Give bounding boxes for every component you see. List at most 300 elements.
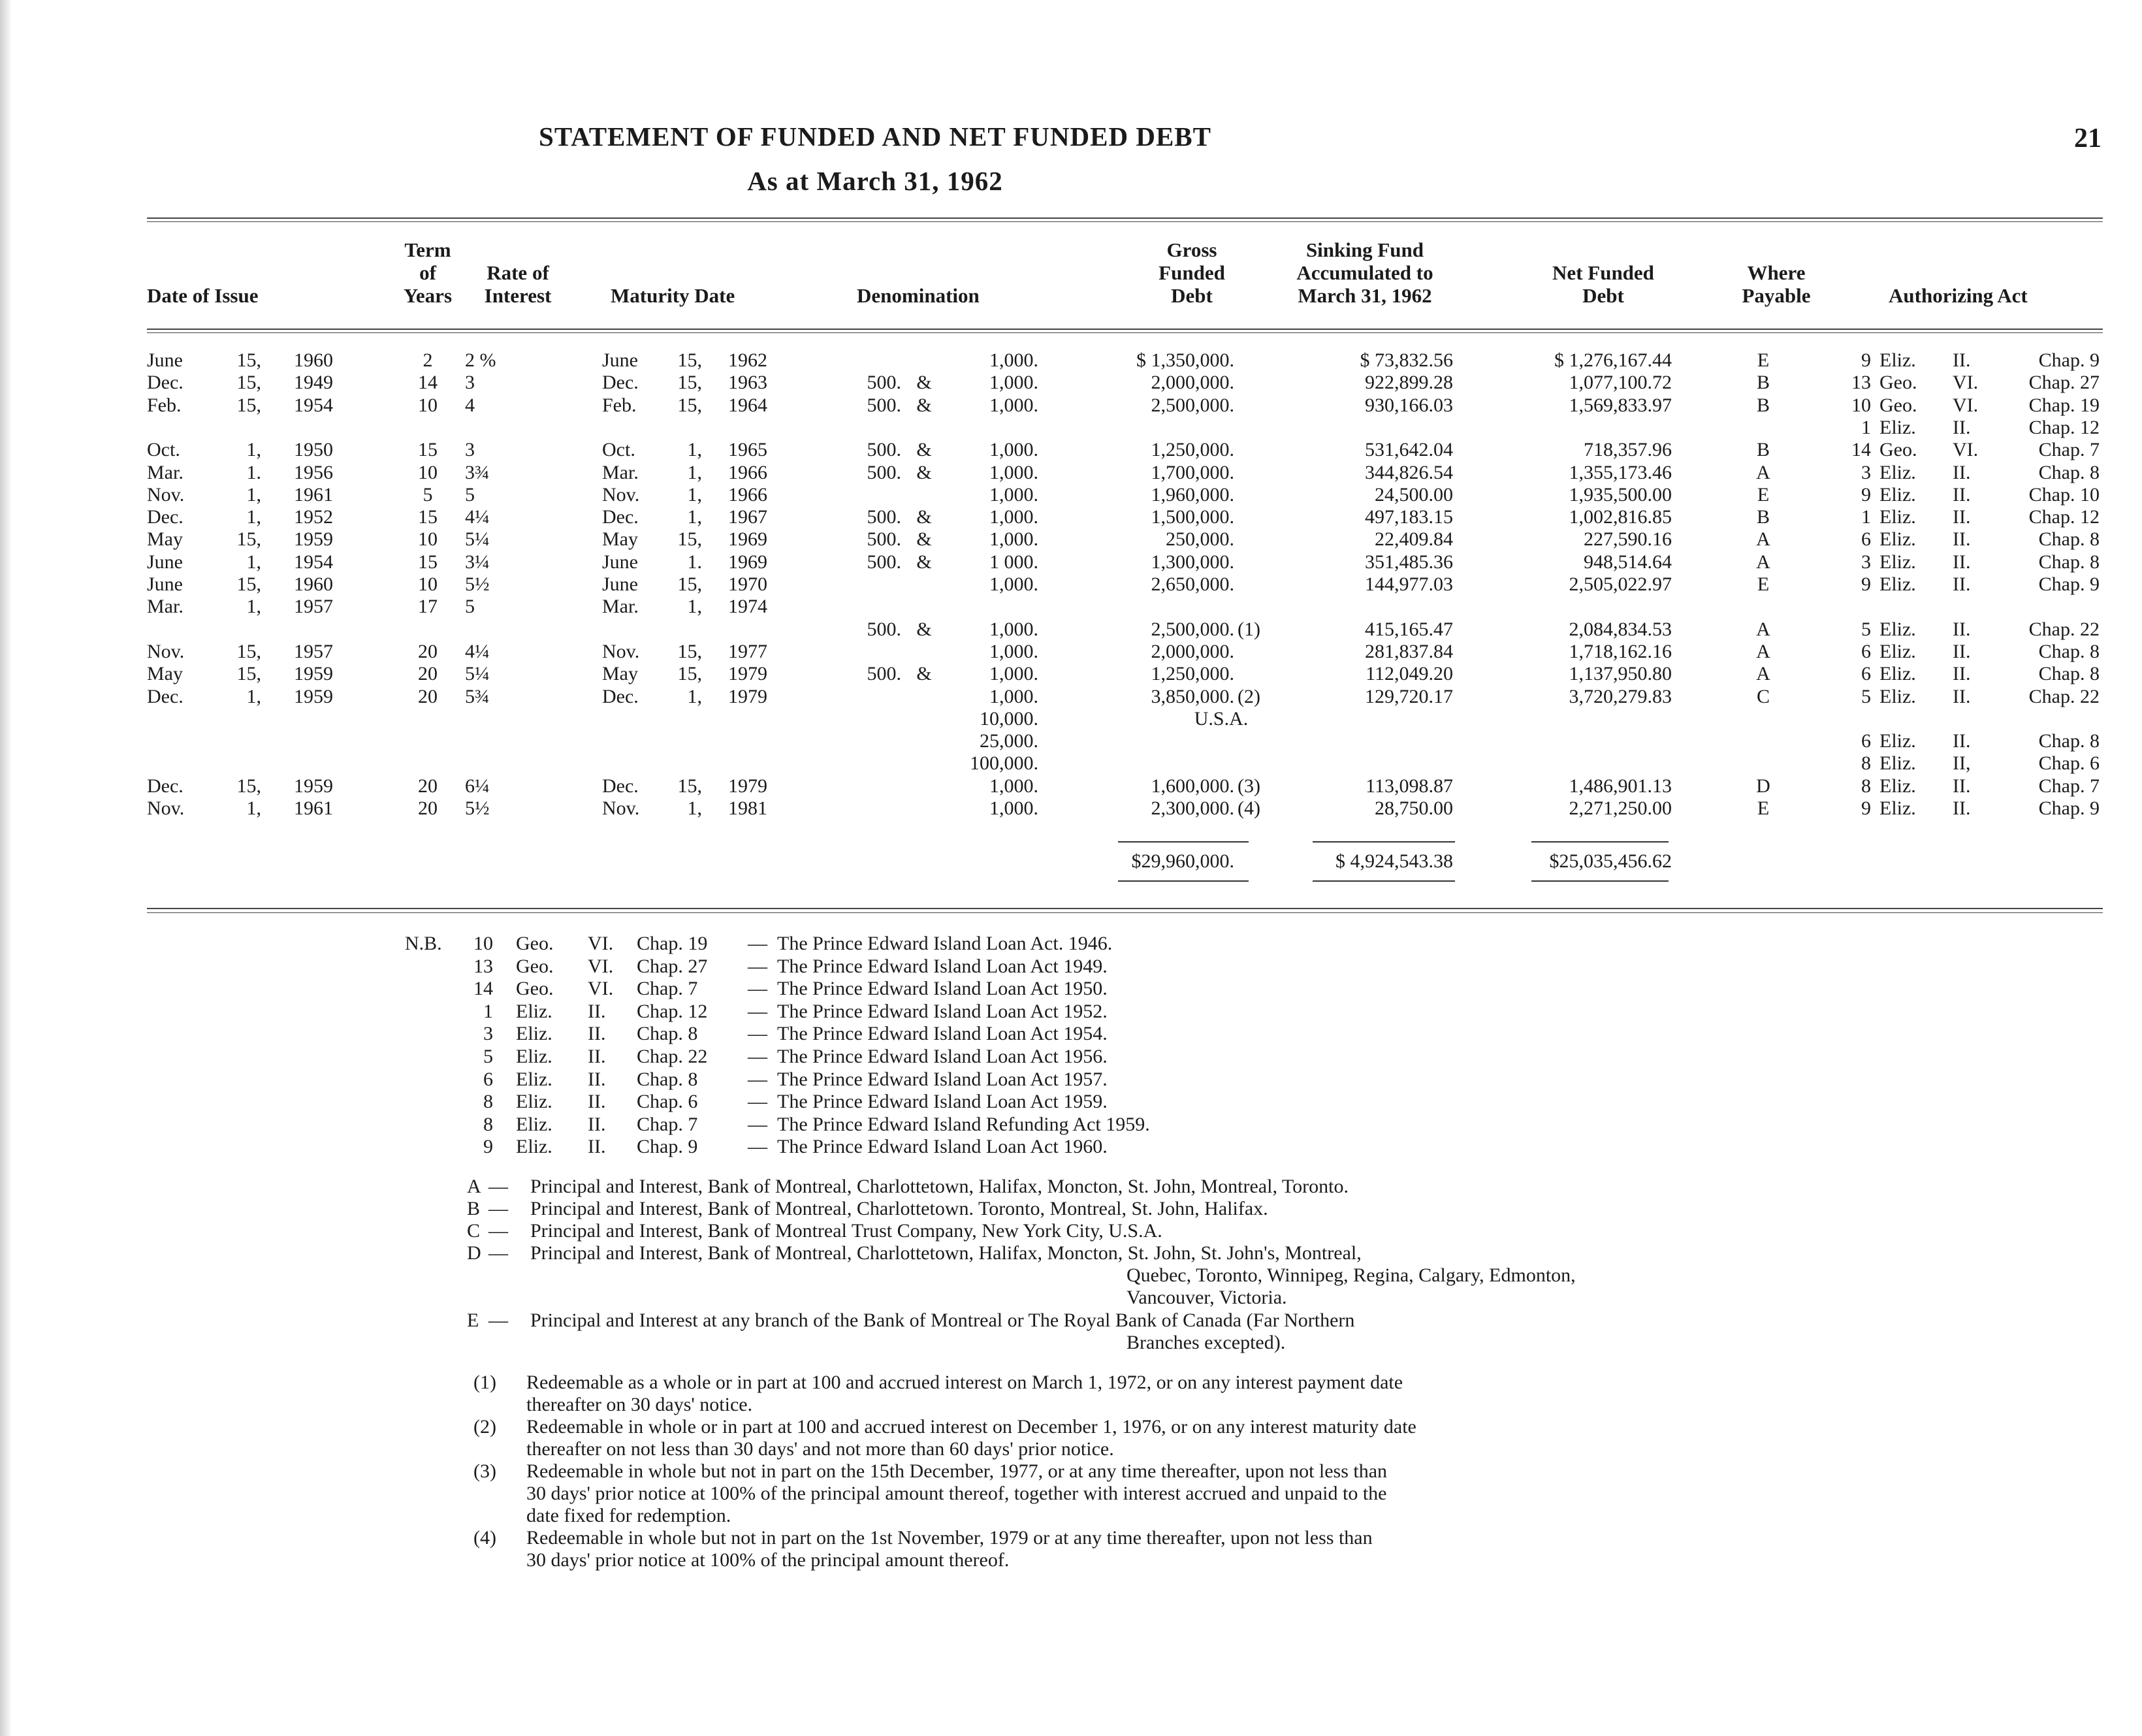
issue-day: 1, <box>246 596 261 618</box>
issue-year: 1959 <box>294 775 333 797</box>
denom-ampersand: & <box>916 506 932 528</box>
gross-note-usa: U.S.A. <box>1194 707 1249 730</box>
net-debt: 2,505,022.97 <box>1569 573 1672 595</box>
issue-year: 1959 <box>294 528 333 551</box>
interest-rate: 5¾ <box>465 685 490 707</box>
issue-day: 15, <box>236 573 261 595</box>
issue-day: 15, <box>236 349 261 371</box>
nb-act-part: The Prince Edward Island Loan Act 1950. <box>777 978 1108 1000</box>
denom-small: 500. <box>867 394 901 416</box>
authorizing-act-part: Eliz. <box>1879 663 1916 685</box>
authorizing-act-part: Eliz. <box>1879 775 1916 797</box>
authorizing-act-part: Chap. 19 <box>2028 394 2100 416</box>
sinking-fund: 344,826.54 <box>1365 461 1453 483</box>
sinking-fund: 112,049.20 <box>1366 663 1453 685</box>
maturity-month: Nov. <box>602 797 640 819</box>
gross-debt: 2,500,000. <box>1151 394 1234 416</box>
authorizing-act-part: Chap. 22 <box>2028 618 2100 640</box>
authorizing-act-part: Geo. <box>1879 372 1917 394</box>
authorizing-act-part: Eliz. <box>1879 730 1916 752</box>
nb-act-part: 13 <box>473 955 493 977</box>
sinking-fund: 113,098.87 <box>1366 775 1453 797</box>
issue-month: Nov. <box>147 483 185 506</box>
table-row <box>0 663 2142 685</box>
authorizing-act-part: 6 <box>1861 663 1871 685</box>
legend-key: B <box>467 1198 481 1219</box>
legend-text: Principal and Interest, Bank of Montreal, Charlottetown, Halifax, Moncton, St. John, St. John's, Montreal, <box>530 1242 1362 1264</box>
nb-act-part: 8 <box>483 1091 493 1113</box>
denom-large: 1,000. <box>989 663 1038 685</box>
authorizing-act-part: Chap. 8 <box>2038 640 2100 662</box>
bottom-rule-2 <box>147 912 2103 913</box>
nb-act-part: 1 <box>483 1000 493 1022</box>
interest-rate: 6¼ <box>465 775 490 797</box>
authorizing-act-part: 5 <box>1861 685 1871 707</box>
authorizing-act-part: Eliz. <box>1879 573 1916 595</box>
maturity-year: 1979 <box>728 685 767 707</box>
authorizing-act-part: II. <box>1953 349 1971 371</box>
maturity-day: 1, <box>687 596 702 618</box>
table-row <box>0 349 2142 372</box>
denom-large: 1,000. <box>989 394 1038 416</box>
table-row <box>0 596 2142 618</box>
where-payable: A <box>1756 640 1770 662</box>
issue-day: 15, <box>236 663 261 685</box>
nb-act-part: Chap. 12 <box>637 1000 708 1022</box>
authorizing-act-part: II. <box>1953 730 1971 752</box>
legend-key: E <box>467 1310 479 1331</box>
maturity-year: 1979 <box>728 775 767 797</box>
net-debt: $ 1,276,167.44 <box>1554 349 1672 371</box>
term-years: 20 <box>418 640 438 662</box>
totals-rule-sink <box>1313 841 1455 843</box>
issue-month: Dec. <box>147 506 184 528</box>
nb-act-part: Eliz. <box>516 1000 552 1022</box>
term-years: 10 <box>418 394 438 416</box>
maturity-month: May <box>602 528 638 551</box>
footnote-text: thereafter on not less than 30 days' and not more than 60 days' prior notice. <box>526 1438 1114 1460</box>
authorizing-act-part: Chap. 6 <box>2038 752 2100 775</box>
table-row <box>0 797 2142 820</box>
authorizing-act-part: Chap. 8 <box>2038 551 2100 573</box>
maturity-month: May <box>602 663 638 685</box>
gross-debt: 1,250,000. <box>1151 663 1234 685</box>
term-years: 20 <box>418 775 438 797</box>
denom-large: 100,000. <box>970 752 1038 775</box>
term-years: 17 <box>418 596 438 618</box>
page-subtitle: As at March 31, 1962 <box>747 166 1003 196</box>
nb-act-part: VI. <box>588 933 614 954</box>
authorizing-act-part: 3 <box>1861 461 1871 483</box>
sinking-fund: 281,837.84 <box>1365 640 1453 662</box>
denom-large: 1,000. <box>989 640 1038 662</box>
authorizing-act-part: II. <box>1953 797 1971 819</box>
denom-large: 1,000. <box>989 573 1038 595</box>
denom-large: 1 000. <box>989 551 1038 573</box>
issue-month: Mar. <box>147 596 184 618</box>
authorizing-act-part: Eliz. <box>1879 640 1916 662</box>
authorizing-act-part: Chap. 9 <box>2038 349 2100 371</box>
nb-act-part: — <box>748 1046 767 1067</box>
legend-dash: — <box>488 1242 508 1264</box>
interest-rate: 3¼ <box>465 551 490 573</box>
interest-rate: 5½ <box>465 573 490 595</box>
authorizing-act-part: 6 <box>1861 730 1871 752</box>
issue-month: Nov. <box>147 640 185 662</box>
nb-act-part: Chap. 7 <box>637 1113 698 1135</box>
authorizing-act-part: 1 <box>1861 506 1871 528</box>
footnote-marker: (1) <box>473 1372 496 1393</box>
where-payable: A <box>1756 618 1770 640</box>
denom-large: 1,000. <box>989 528 1038 551</box>
where-payable: B <box>1756 506 1770 528</box>
nb-act-part: The Prince Edward Island Loan Act 1959. <box>777 1091 1108 1113</box>
sinking-fund: 144,977.03 <box>1365 573 1453 595</box>
term-years: 15 <box>418 551 438 573</box>
page-binding-shadow <box>0 0 12 1736</box>
maturity-month: Nov. <box>602 483 640 506</box>
authorizing-act-part: II. <box>1953 483 1971 506</box>
denom-ampersand: & <box>916 461 932 483</box>
footnote-marker: (2) <box>473 1416 496 1438</box>
table-row <box>0 573 2142 596</box>
maturity-year: 1965 <box>728 439 767 461</box>
where-payable: A <box>1756 551 1770 573</box>
maturity-month: Oct. <box>602 439 635 461</box>
nb-act-part: The Prince Edward Island Loan Act 1960. <box>777 1136 1108 1158</box>
nb-act-part: 8 <box>483 1113 493 1135</box>
gross-debt: 1,700,000. <box>1151 461 1234 483</box>
gross-debt: 2,650,000. <box>1151 573 1234 595</box>
nb-act-part: — <box>748 1023 767 1045</box>
nb-act-part: — <box>748 955 767 977</box>
footnote-text: 30 days' prior notice at 100% of the principal amount thereof. <box>526 1549 1010 1571</box>
legend-text-continued: Branches excepted). <box>1127 1332 1286 1353</box>
denom-ampersand: & <box>916 528 932 551</box>
term-years: 20 <box>418 663 438 685</box>
totals-rule-gross <box>1118 841 1249 843</box>
gross-debt: 2,300,000. <box>1151 797 1234 819</box>
nb-act-part: — <box>748 1136 767 1158</box>
authorizing-act-part: VI. <box>1953 439 1979 461</box>
footnote-text: thereafter on 30 days' notice. <box>526 1394 753 1415</box>
sinking-fund: 930,166.03 <box>1365 394 1453 416</box>
authorizing-act-part: II, <box>1953 752 1971 775</box>
interest-rate: 2 % <box>465 349 496 371</box>
maturity-day: 15, <box>677 372 702 394</box>
maturity-day: 15, <box>677 775 702 797</box>
where-payable: E <box>1757 797 1770 819</box>
nb-act-part: II. <box>588 1023 606 1045</box>
header-rate: Rate of Interest <box>484 261 552 307</box>
where-payable: A <box>1756 461 1770 483</box>
maturity-year: 1969 <box>728 528 767 551</box>
net-debt: 2,084,834.53 <box>1569 618 1672 640</box>
nb-act-part: Chap. 19 <box>637 933 708 954</box>
authorizing-act-part: Eliz. <box>1879 349 1916 371</box>
authorizing-act-part: II. <box>1953 506 1971 528</box>
issue-month: Mar. <box>147 461 184 483</box>
authorizing-act-part: Chap. 7 <box>2038 775 2100 797</box>
denom-large: 1,000. <box>989 461 1038 483</box>
maturity-day: 1, <box>687 439 702 461</box>
table-row <box>0 686 2142 708</box>
total-net: $25,035,456.62 <box>1549 850 1672 872</box>
total-sinking-fund: $ 4,924,543.38 <box>1335 850 1453 872</box>
authorizing-act-part: 13 <box>1851 372 1871 394</box>
authorizing-act-part: 8 <box>1861 775 1871 797</box>
gross-debt: $ 1,350,000. <box>1136 349 1234 371</box>
authorizing-act-part: Chap. 8 <box>2038 663 2100 685</box>
footnote-text: Redeemable in whole but not in part on the 15th December, 1977, or at any time thereafter, upon not less than <box>526 1460 1388 1482</box>
nb-act-part: II. <box>588 1046 606 1067</box>
nb-act-part: 3 <box>483 1023 493 1045</box>
totals-underline-gross <box>1118 880 1249 882</box>
nb-act-part: Chap. 6 <box>637 1091 698 1113</box>
authorizing-act-part: II. <box>1953 461 1971 483</box>
authorizing-act-part: Chap. 27 <box>2028 372 2100 394</box>
issue-month: Feb. <box>147 394 182 416</box>
legend-dash: — <box>488 1198 508 1219</box>
sinking-fund: 129,720.17 <box>1365 685 1453 707</box>
header-term: Term of Years <box>403 238 453 307</box>
nb-act-part: Geo. <box>516 933 554 954</box>
maturity-day: 15, <box>677 349 702 371</box>
nb-act-part: Chap. 8 <box>637 1023 698 1045</box>
authorizing-act-part: II. <box>1953 775 1971 797</box>
authorizing-act-part: Chap. 12 <box>2028 416 2100 438</box>
denom-ampersand: & <box>916 618 932 640</box>
nb-act-part: 10 <box>473 933 493 954</box>
footnote-text: 30 days' prior notice at 100% of the principal amount thereof, together with interest accrued and unpaid to the <box>526 1483 1387 1504</box>
gross-debt: 2,500,000. <box>1151 618 1234 640</box>
authorizing-act-part: Eliz. <box>1879 483 1916 506</box>
footnote-text: Redeemable in whole or in part at 100 and accrued interest on December 1, 1976, or on any interest maturity date <box>526 1416 1416 1438</box>
authorizing-act-part: Chap. 22 <box>2028 685 2100 707</box>
authorizing-act-part: II. <box>1953 573 1971 595</box>
issue-day: 1, <box>246 483 261 506</box>
header-date-of-issue: Date of Issue <box>147 284 259 307</box>
issue-month: June <box>147 551 183 573</box>
maturity-day: 15, <box>677 528 702 551</box>
authorizing-act-part: Chap. 9 <box>2038 573 2100 595</box>
issue-day: 1, <box>246 797 261 819</box>
maturity-year: 1963 <box>728 372 767 394</box>
authorizing-act-part: 1 <box>1861 416 1871 438</box>
gross-note-ref: (1) <box>1238 618 1260 640</box>
nb-act-part: — <box>748 978 767 1000</box>
maturity-day: 15, <box>677 573 702 595</box>
issue-day: 15, <box>236 372 261 394</box>
sinking-fund: 28,750.00 <box>1375 797 1453 819</box>
legend-key: A <box>467 1176 481 1197</box>
table-row <box>0 528 2142 551</box>
nb-label: N.B. <box>405 933 442 954</box>
authorizing-act-part: 6 <box>1861 640 1871 662</box>
header-where: Where Payable <box>1742 261 1811 307</box>
authorizing-act-part: Geo. <box>1879 394 1917 416</box>
maturity-year: 1962 <box>728 349 767 371</box>
issue-year: 1961 <box>294 797 333 819</box>
nb-act-part: 9 <box>483 1136 493 1158</box>
interest-rate: 5 <box>465 596 475 618</box>
gross-debt: 1,600,000. <box>1151 775 1234 797</box>
nb-act-part: Eliz. <box>516 1068 552 1090</box>
nb-act-part: Chap. 8 <box>637 1068 698 1090</box>
footnote-text: date fixed for redemption. <box>526 1505 731 1526</box>
table-row <box>0 619 2142 641</box>
term-years: 10 <box>418 528 438 551</box>
where-payable: E <box>1757 573 1770 595</box>
gross-note-ref: (2) <box>1238 685 1260 707</box>
term-years: 15 <box>418 506 438 528</box>
nb-act-part: The Prince Edward Island Loan Act 1952. <box>777 1000 1108 1022</box>
net-debt: 1,002,816.85 <box>1569 506 1672 528</box>
header-denomination: Denomination <box>857 284 980 307</box>
maturity-month: June <box>602 573 638 595</box>
issue-day: 15, <box>236 640 261 662</box>
table-row <box>0 730 2142 752</box>
net-debt: 1,077,100.72 <box>1569 372 1672 394</box>
term-years: 15 <box>418 439 438 461</box>
nb-act-part: Eliz. <box>516 1113 552 1135</box>
nb-act-part: II. <box>588 1068 606 1090</box>
gross-debt: 250,000. <box>1166 528 1234 551</box>
sinking-fund: 415,165.47 <box>1365 618 1453 640</box>
issue-year: 1954 <box>294 551 333 573</box>
interest-rate: 5 <box>465 483 475 506</box>
where-payable: D <box>1756 775 1770 797</box>
denom-large: 1,000. <box>989 439 1038 461</box>
nb-act-part: The Prince Edward Island Loan Act 1956. <box>777 1046 1108 1067</box>
legend-dash: — <box>488 1310 508 1331</box>
legend-text: Principal and Interest, Bank of Montreal, Charlottetown, Halifax, Moncton, St. John, Montreal, Toronto. <box>530 1176 1349 1197</box>
authorizing-act-part: 6 <box>1861 528 1871 551</box>
nb-act-part: The Prince Edward Island Loan Act 1957. <box>777 1068 1108 1090</box>
table-row <box>0 439 2142 461</box>
issue-month: Dec. <box>147 775 184 797</box>
legend-text-continued: Vancouver, Victoria. <box>1127 1287 1287 1308</box>
issue-month: Oct. <box>147 439 180 461</box>
denom-large: 1,000. <box>989 685 1038 707</box>
denom-small: 500. <box>867 461 901 483</box>
authorizing-act-part: II. <box>1953 551 1971 573</box>
header-authorizing-act: Authorizing Act <box>1889 284 2028 307</box>
authorizing-act-part: Eliz. <box>1879 797 1916 819</box>
issue-year: 1957 <box>294 640 333 662</box>
where-payable: B <box>1756 372 1770 394</box>
issue-month: June <box>147 573 183 595</box>
nb-act-part: II. <box>588 1113 606 1135</box>
gross-debt: 1,960,000. <box>1151 483 1234 506</box>
where-payable: A <box>1756 663 1770 685</box>
nb-act-part: 14 <box>473 978 493 1000</box>
header-sinking: Sinking Fund Accumulated to March 31, 1962 <box>1296 238 1433 307</box>
maturity-year: 1974 <box>728 596 767 618</box>
authorizing-act-part: Chap. 8 <box>2038 461 2100 483</box>
maturity-day: 1, <box>687 506 702 528</box>
table-row <box>0 775 2142 797</box>
net-debt: 227,590.16 <box>1584 528 1672 551</box>
authorizing-act-part: Chap. 8 <box>2038 528 2100 551</box>
denom-ampersand: & <box>916 663 932 685</box>
maturity-year: 1977 <box>728 640 767 662</box>
issue-year: 1954 <box>294 394 333 416</box>
nb-act-part: The Prince Edward Island Loan Act 1949. <box>777 955 1108 977</box>
nb-act-part: Chap. 27 <box>637 955 708 977</box>
interest-rate: 5¼ <box>465 528 490 551</box>
interest-rate: 4 <box>465 394 475 416</box>
table-row <box>0 372 2142 394</box>
denom-large: 1,000. <box>989 775 1038 797</box>
footnote-text: Redeemable as a whole or in part at 100 and accrued interest on March 1, 1972, or on any interest payment date <box>526 1372 1403 1393</box>
maturity-day: 1, <box>687 461 702 483</box>
legend-text: Principal and Interest at any branch of the Bank of Montreal or The Royal Bank of Canada (Far Northern <box>530 1310 1355 1331</box>
nb-act-part: The Prince Edward Island Loan Act. 1946. <box>777 933 1113 954</box>
where-payable: A <box>1756 528 1770 551</box>
legend-key: D <box>467 1242 481 1264</box>
legend-text: Principal and Interest, Bank of Montreal, Charlottetown. Toronto, Montreal, St. John, Halifax. <box>530 1198 1268 1219</box>
sinking-fund: $ 73,832.56 <box>1360 349 1453 371</box>
maturity-month: June <box>602 551 638 573</box>
maturity-month: Nov. <box>602 640 640 662</box>
legend-dash: — <box>488 1176 508 1197</box>
maturity-year: 1966 <box>728 483 767 506</box>
issue-month: Dec. <box>147 372 184 394</box>
gross-debt: 1,250,000. <box>1151 439 1234 461</box>
gross-debt: 1,300,000. <box>1151 551 1234 573</box>
issue-year: 1961 <box>294 483 333 506</box>
header-gross: Gross Funded Debt <box>1159 238 1225 307</box>
legend-text: Principal and Interest, Bank of Montreal Trust Company, New York City, U.S.A. <box>530 1220 1162 1242</box>
authorizing-act-part: 9 <box>1861 797 1871 819</box>
authorizing-act-part: II. <box>1953 685 1971 707</box>
nb-act-part: VI. <box>588 978 614 1000</box>
bottom-rule <box>147 908 2103 909</box>
denom-ampersand: & <box>916 551 932 573</box>
authorizing-act-part: Chap. 10 <box>2028 483 2100 506</box>
nb-act-part: The Prince Edward Island Loan Act 1954. <box>777 1023 1108 1045</box>
authorizing-act-part: Eliz. <box>1879 416 1916 438</box>
net-debt: 1,486,901.13 <box>1569 775 1672 797</box>
nb-act-part: Eliz. <box>516 1091 552 1113</box>
authorizing-act-part: 9 <box>1861 349 1871 371</box>
authorizing-act-part: Eliz. <box>1879 752 1916 775</box>
issue-day: 15, <box>236 528 261 551</box>
maturity-year: 1981 <box>728 797 767 819</box>
issue-year: 1956 <box>294 461 333 483</box>
denom-small: 500. <box>867 506 901 528</box>
authorizing-act-part: Eliz. <box>1879 685 1916 707</box>
sinking-fund: 22,409.84 <box>1375 528 1453 551</box>
authorizing-act-part: Eliz. <box>1879 551 1916 573</box>
authorizing-act-part: Eliz. <box>1879 461 1916 483</box>
table-row <box>0 462 2142 484</box>
interest-rate: 4¼ <box>465 640 490 662</box>
interest-rate: 5½ <box>465 797 490 819</box>
maturity-month: Mar. <box>602 596 639 618</box>
authorizing-act-part: Chap. 8 <box>2038 730 2100 752</box>
authorizing-act-part: Chap. 7 <box>2038 439 2100 461</box>
maturity-month: Feb. <box>602 394 637 416</box>
denom-large: 1,000. <box>989 506 1038 528</box>
authorizing-act-part: 8 <box>1861 752 1871 775</box>
denom-ampersand: & <box>916 372 932 394</box>
gross-debt: 3,850,000. <box>1151 685 1234 707</box>
table-row <box>0 484 2142 506</box>
page-number: 21 <box>2074 123 2102 153</box>
denom-large: 1,000. <box>989 349 1038 371</box>
